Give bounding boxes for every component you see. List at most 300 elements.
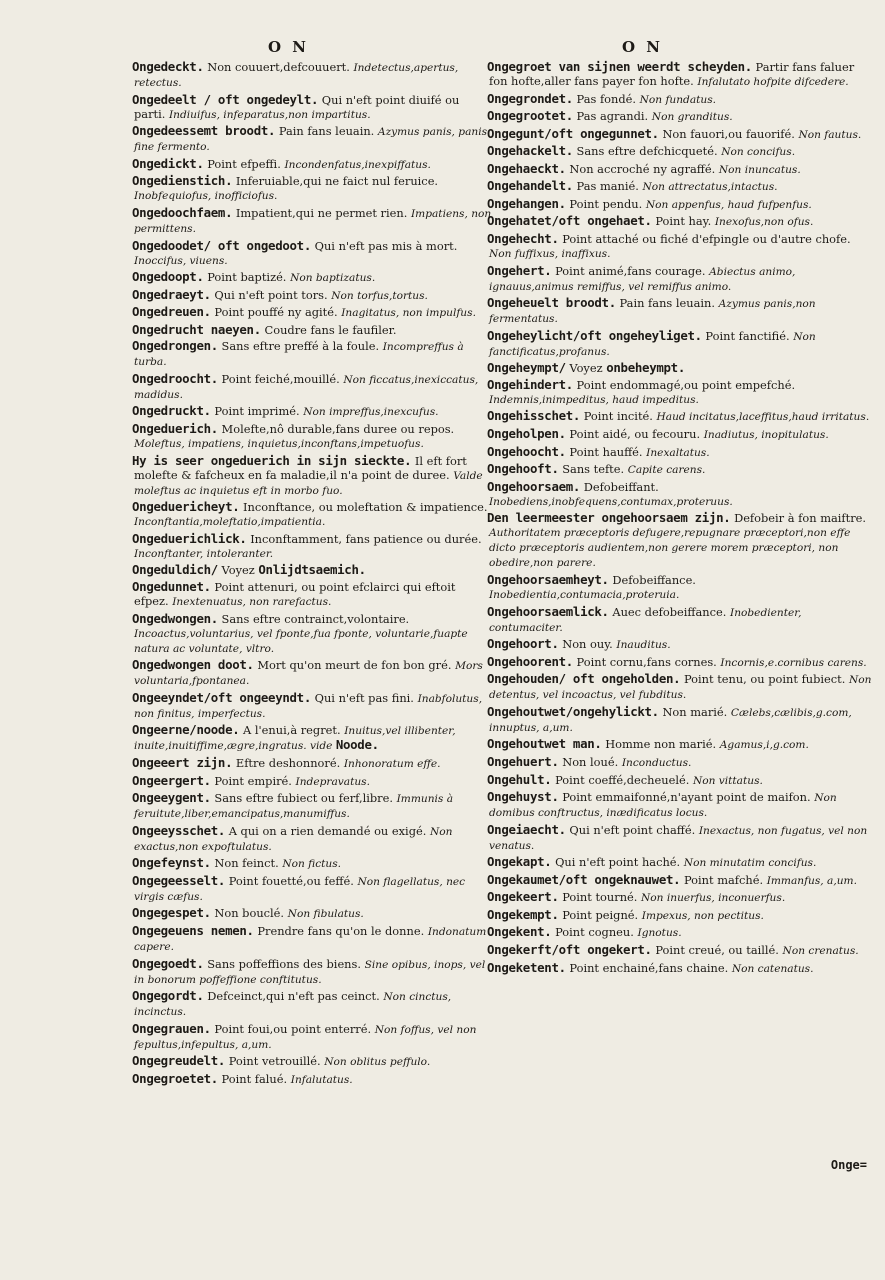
dictionary-entry <box>132 372 492 402</box>
entry-headword: Ongehoutwet/ongehylickt. <box>487 703 659 719</box>
entry-latin-gloss: Inobediens,inobfequens,contumax,proteruus. <box>489 495 733 508</box>
entry-french-gloss: Impatient,qui ne permet rien. <box>235 205 408 220</box>
dictionary-entry <box>487 737 872 752</box>
entry-french-gloss: Voyez <box>569 361 603 376</box>
entry-headword: Ongegrauen. <box>132 1020 211 1036</box>
entry-latin-gloss: Non foffus, vel non fepultus,infepultus, a,um. <box>134 1023 477 1051</box>
dictionary-entry <box>132 305 492 320</box>
entry-latin-gloss: Non concifus. <box>721 146 796 159</box>
dictionary-entry <box>132 404 492 419</box>
entry-headword: Ongehuyst. <box>487 789 559 805</box>
dictionary-entry <box>132 532 492 561</box>
dictionary-entry <box>132 957 492 987</box>
entry-headword: Ongehaeckt. <box>487 160 566 176</box>
dictionary-entry <box>132 723 492 753</box>
entry-french-gloss: Pas fondé. <box>576 91 637 106</box>
dictionary-entry <box>132 774 492 789</box>
entry-latin-gloss: Moleftus, impatiens, inquietus,inconftans,impetuofus. <box>134 438 424 451</box>
entry-cross-reference: onbeheympt. <box>606 360 685 376</box>
entry-latin-gloss: Non ficcatus,inexiccatus, madidus. <box>134 373 479 401</box>
entry-latin-gloss: Inuitus,vel illibenter, inuite,inuitiffime,ægre,ingratus. vide <box>134 725 456 753</box>
entry-headword: Ongekaumet/oft ongeknauwet. <box>487 871 681 887</box>
dictionary-entry <box>487 296 872 326</box>
entry-latin-gloss: Haud incitatus,laceffitus,haud irritatus. <box>656 411 870 424</box>
entry-french-gloss: Pas agrandi. <box>576 109 649 124</box>
entry-latin-gloss: Non fictus. <box>282 858 342 871</box>
dictionary-entry <box>487 637 872 652</box>
entry-headword: Ongehert. <box>487 262 552 278</box>
entry-headword: Ongehatet/oft ongehaet. <box>487 213 652 229</box>
entry-latin-gloss: Non crenatus. <box>782 944 859 957</box>
entry-headword: Ongedraeyt. <box>132 286 211 302</box>
entry-latin-gloss: Non inuerfus, inconuerfus. <box>641 892 786 905</box>
entry-french-gloss: Defceinct,qui n'eft pas ceinct. <box>207 989 380 1004</box>
dictionary-entry <box>487 961 872 976</box>
entry-cross-reference: Onlijdtsaemich. <box>258 562 366 578</box>
entry-latin-gloss: Indonatum capere. <box>134 925 487 954</box>
dictionary-entry <box>132 500 492 529</box>
entry-french-gloss: Point hay. <box>655 214 712 229</box>
entry-latin-gloss: Valde moleftus ac inquietus eft in morbo fuo. <box>134 469 483 497</box>
dictionary-entry <box>487 511 872 570</box>
dictionary-entry <box>487 462 872 477</box>
entry-headword: Ongeheylicht/oft ongeheyliget. <box>487 327 702 343</box>
dictionary-entry <box>132 824 492 854</box>
entry-french-gloss: Non ouy. <box>562 637 613 652</box>
dictionary-entry <box>487 705 872 735</box>
entry-french-gloss: Non bouclé. <box>214 906 285 921</box>
entry-headword: Ongekerft/oft ongekert. <box>487 941 652 957</box>
entry-french-gloss: Sans poffeffions des biens. <box>207 956 361 971</box>
dictionary-entry <box>132 454 492 498</box>
dictionary-entry <box>132 93 492 122</box>
entry-french-gloss: Point tenu, ou point fubiect. <box>683 672 846 687</box>
dictionary-entry <box>132 791 492 821</box>
entry-latin-gloss: Non baptizatus. <box>290 272 376 285</box>
entry-latin-gloss: Non impreffus,inexcufus. <box>303 406 439 419</box>
dictionary-entry <box>487 197 872 212</box>
entry-latin-gloss: Inextenuatus, non rarefactus. <box>172 596 332 609</box>
entry-latin-gloss: Incoactus,voluntarius, vel fponte,fua fponte, voluntarie,fuapte natura ac voluntate, vltro. <box>134 627 468 655</box>
entry-french-gloss: Point vetrouillé. <box>228 1054 321 1069</box>
entry-headword: Ongeeyndet/oft ongeeyndt. <box>132 689 311 705</box>
dictionary-entry <box>132 124 492 154</box>
entry-latin-gloss: Inobedientia,contumacia,proteruia. <box>489 589 680 601</box>
entry-french-gloss: Point falué. <box>221 1071 288 1086</box>
entry-headword: Ongegunt/oft ongegunnet. <box>487 125 659 141</box>
entry-headword: Ongeheympt/ <box>487 360 566 376</box>
entry-headword: Ongegeuens nemen. <box>132 922 254 938</box>
dictionary-entry <box>132 1072 492 1087</box>
entry-latin-gloss: Non fibulatus. <box>287 908 364 921</box>
entry-headword: Ongegreudelt. <box>132 1053 226 1069</box>
entry-french-gloss: Point coeffé,decheuelé. <box>555 772 690 787</box>
dictionary-entry <box>487 60 872 89</box>
dictionary-entry <box>487 480 872 509</box>
entry-headword: Ongedrucht naeyen. <box>132 321 261 337</box>
entry-latin-gloss: Inconftantia,moleftatio,impatientia. <box>134 516 326 529</box>
dictionary-entry <box>487 890 872 905</box>
entry-headword: Ongehoorsaemlick. <box>487 603 609 619</box>
dictionary-entry <box>132 924 492 954</box>
entry-french-gloss: Point baptizé. <box>207 270 287 285</box>
entry-headword: Ongegroet van sijnen weerdt scheyden. <box>487 59 752 74</box>
entry-latin-gloss: Non inuncatus. <box>718 163 801 176</box>
entry-latin-gloss: Non vittatus. <box>692 774 763 787</box>
entry-french-gloss: Point animé,fans courage. <box>555 263 706 278</box>
entry-latin-gloss: Agamus,i,g.com. <box>719 739 809 752</box>
entry-french-gloss: Non loué. <box>562 754 619 769</box>
entry-headword: Ongehoorsaem. <box>487 478 581 494</box>
entry-french-gloss: Non feinct. <box>214 856 279 871</box>
entry-french-gloss: Sans eftre contrainct,volontaire. <box>221 611 410 626</box>
entry-french-gloss: Non couuert,defcouuert. <box>207 60 350 74</box>
entry-headword: Ongeduldich/ <box>132 562 218 578</box>
entry-french-gloss: Voyez <box>221 563 255 578</box>
entry-headword: Ongeiaecht. <box>487 821 566 837</box>
entry-headword: Ongedoodet/ oft ongedoot. <box>132 237 311 253</box>
entry-french-gloss: Inconftance, ou moleftation & impatience. <box>243 500 488 515</box>
entry-latin-gloss: Inexactus, non fugatus, vel non venatus. <box>489 824 868 852</box>
left-column <box>132 60 492 1089</box>
entry-headword: Ongehoocht. <box>487 443 566 459</box>
entry-french-gloss: A qui on a rien demandé ou exigé. <box>228 823 427 838</box>
dictionary-entry <box>132 989 492 1019</box>
entry-french-gloss: Point mafché. <box>683 872 764 887</box>
dictionary-entry <box>487 232 872 261</box>
entry-headword: Ongeeysschet. <box>132 822 226 838</box>
dictionary-entry <box>132 856 492 871</box>
entry-french-gloss: Point hauffé. <box>569 444 643 459</box>
entry-french-gloss: Point creué, ou taillé. <box>655 942 779 957</box>
entry-french-gloss: Point tourné. <box>562 890 638 905</box>
entry-french-gloss: Pain fans leuain. <box>619 296 715 311</box>
entry-latin-gloss: Infalutatus. <box>290 1073 353 1086</box>
entry-latin-gloss: Non fuffixus, inaffixus. <box>489 248 611 261</box>
entry-headword: Ongeduerichlick. <box>132 530 247 546</box>
entry-headword: Ongeduericheyt. <box>132 499 240 515</box>
entry-french-gloss: Sans eftre fubiect ou ferf,libre. <box>214 791 393 806</box>
dictionary-entry <box>132 580 492 609</box>
entry-french-gloss: Point fanctifié. <box>705 328 790 343</box>
dictionary-entry <box>132 1054 492 1069</box>
entry-latin-gloss: Azymus panis,non fermentatus. <box>489 298 816 326</box>
entry-french-gloss: Point emmaifonné,n'ayant point de maifon. <box>562 790 811 805</box>
entry-headword: Hy is seer ongeduerich in sijn sieckte. <box>132 452 412 468</box>
dictionary-entry <box>132 756 492 771</box>
entry-french-gloss: Sans tefte. <box>562 462 625 477</box>
entry-french-gloss: Qui n'eft point tors. <box>214 287 328 302</box>
dictionary-entry <box>487 790 872 820</box>
entry-latin-gloss: Non exactus,non expoftulatus. <box>134 825 453 853</box>
entry-french-gloss: Prendre fans qu'on le donne. <box>257 923 425 938</box>
entry-headword: Den leermeester ongehoorsaem zijn. <box>487 510 731 526</box>
entry-headword: Ongegrondet. <box>487 90 573 106</box>
entry-latin-gloss: Inoccifus, viuens. <box>134 254 228 267</box>
entry-french-gloss: Coudre fans le faufiler. <box>264 322 397 337</box>
entry-french-gloss: Point aidé, ou fecouru. <box>569 427 701 442</box>
entry-headword: Ongedreuen. <box>132 304 211 320</box>
dictionary-entry <box>487 925 872 940</box>
dictionary-entry <box>487 162 872 177</box>
entry-french-gloss: Mort qu'on meurt de fon bon gré. <box>257 658 452 673</box>
dictionary-entry <box>487 92 872 107</box>
entry-latin-gloss: Inexaltatus. <box>646 446 710 459</box>
entry-headword: Ongeheuelt broodt. <box>487 295 616 311</box>
entry-latin-gloss: Sine opibus, inops, vel in bonorum poffeffione conftitutus. <box>134 958 486 986</box>
entry-french-gloss: Pain fans leuain. <box>278 124 375 139</box>
entry-latin-gloss: Infalutato hofpite difcedere. <box>697 76 849 89</box>
entry-french-gloss: Qui n'eft point diuifé ou parti. <box>134 92 460 121</box>
entry-headword: Ongedrongen. <box>132 338 218 354</box>
dictionary-entry <box>132 874 492 904</box>
entry-latin-gloss: Inobedienter, contumaciter. <box>489 606 802 634</box>
dictionary-entry <box>487 361 872 375</box>
entry-latin-gloss: Indetectus,apertus, retectus. <box>134 62 459 90</box>
entry-latin-gloss: Ignotus. <box>637 927 682 940</box>
entry-french-gloss: Sans eftre preffé à la foule. <box>221 339 380 354</box>
entry-french-gloss: Point peigné. <box>562 907 639 922</box>
entry-french-gloss: Point empiré. <box>214 773 292 788</box>
entry-latin-gloss: Inobfequiofus, inofficiofus. <box>134 190 278 203</box>
entry-headword: Ongedickt. <box>132 155 204 171</box>
entry-french-gloss: Qui n'eft point haché. <box>555 855 681 870</box>
dictionary-entry <box>132 691 492 721</box>
dictionary-entry <box>487 264 872 294</box>
entry-french-gloss: Qui n'eft point chaffé. <box>569 822 696 837</box>
dictionary-entry <box>487 823 872 853</box>
entry-french-gloss: Defobeiffance. <box>612 572 696 587</box>
entry-latin-gloss: Indemnis,inimpeditus, haud impeditus. <box>489 393 699 406</box>
dictionary-entry <box>132 422 492 451</box>
entry-french-gloss: Molefte,nô durable,fans duree ou repos. <box>221 422 455 437</box>
entry-french-gloss: Point feiché,mouillé. <box>221 371 340 386</box>
entry-headword: Ongedroocht. <box>132 370 218 386</box>
entry-headword: Ongehindert. <box>487 376 573 392</box>
entry-headword: Ongekent. <box>487 924 552 940</box>
entry-headword: Ongehult. <box>487 771 552 787</box>
dictionary-entry <box>487 908 872 923</box>
entry-french-gloss: Point pendu. <box>569 196 643 211</box>
dictionary-entry <box>132 323 492 337</box>
dictionary-entry <box>487 378 872 407</box>
entry-latin-gloss: Impatiens, non permittens. <box>134 207 492 235</box>
entry-french-gloss: Point foui,ou point enterré. <box>214 1021 372 1036</box>
entry-french-gloss: Point pouffé ny agité. <box>214 305 338 320</box>
dictionary-entry <box>487 329 872 359</box>
entry-headword: Ongegeesselt. <box>132 872 226 888</box>
entry-headword: Ongedunnet. <box>132 579 211 594</box>
entry-headword: Ongehuert. <box>487 753 559 769</box>
entry-latin-gloss: Inagitatus, non impulfus. <box>341 307 476 320</box>
entry-headword: Ongehackelt. <box>487 143 573 159</box>
dictionary-entry <box>487 773 872 788</box>
entry-headword: Ongedeckt. <box>132 59 204 74</box>
dictionary-entry <box>487 855 872 870</box>
entry-headword: Ongeholpen. <box>487 426 566 442</box>
entry-latin-gloss: Inconductus. <box>621 756 692 769</box>
entry-latin-gloss: Inabfolutus, non finitus, imperfectus. <box>134 692 483 720</box>
dictionary-entry <box>487 605 872 635</box>
entry-latin-gloss: Authoritatem præceptoris defugere,repugnare præceptori,non effe dicto præceptoris audientem,non gerere morem præceptori, non obedire,non parere. <box>489 527 851 570</box>
entry-headword: Ongeerne/noode. <box>132 722 240 738</box>
catchword: Onge= <box>830 1158 867 1172</box>
entry-headword: Ongeketent. <box>487 959 566 975</box>
entry-french-gloss: Auec defobeiffance. <box>612 604 727 619</box>
entry-french-gloss: Partir fans faluer fon hofte,aller fans payer fon hofte. <box>489 60 855 89</box>
entry-headword: Ongegoedt. <box>132 955 204 971</box>
entry-headword: Ongedruckt. <box>132 403 211 419</box>
entry-headword: Ongedeessemt broodt. <box>132 123 276 139</box>
entry-latin-gloss: Non appenfus, haud fufpenfus. <box>645 198 812 211</box>
entry-latin-gloss: Inhonoratum effe. <box>343 758 441 771</box>
entry-french-gloss: Point cogneu. <box>555 925 634 940</box>
entry-french-gloss: Point imprimé. <box>214 404 300 419</box>
dictionary-entry <box>487 943 872 958</box>
dictionary-entry <box>132 288 492 303</box>
entry-latin-gloss: Azymus panis, panis fine fermento. <box>134 126 488 154</box>
entry-headword: Ongegrootet. <box>487 108 573 124</box>
dictionary-entry <box>487 127 872 142</box>
entry-headword: Ongedwongen. <box>132 610 218 626</box>
entry-headword: Ongegespet. <box>132 905 211 921</box>
entry-headword: Ongekempt. <box>487 906 559 922</box>
entry-headword: Ongedoopt. <box>132 269 204 285</box>
entry-french-gloss: Eftre deshonnoré. <box>235 756 341 771</box>
dictionary-entry <box>132 658 492 688</box>
dictionary-entry <box>132 612 492 656</box>
entry-headword: Ongekeert. <box>487 889 559 905</box>
entry-latin-gloss: Non attrectatus,intactus. <box>642 181 778 194</box>
dictionary-entry <box>132 270 492 285</box>
entry-latin-gloss: Non catenatus. <box>731 962 814 975</box>
dictionary-entry <box>487 144 872 159</box>
entry-headword: Ongedeelt / oft ongedeylt. <box>132 91 319 107</box>
dictionary-entry <box>132 563 492 577</box>
entry-latin-gloss: Non flagellatus, nec virgis cæfus. <box>134 875 466 903</box>
entry-french-gloss: Sans eftre defchicqueté. <box>576 144 718 159</box>
entry-french-gloss: Qui n'eft pas fini. <box>314 690 414 705</box>
dictionary-entry <box>487 672 872 702</box>
entry-headword: Ongehisschet. <box>487 408 581 424</box>
entry-headword: Ongehouden/ oft ongeholden. <box>487 671 681 687</box>
entry-latin-gloss: Incompreffus à turba. <box>134 341 464 369</box>
right-column <box>487 60 872 978</box>
entry-latin-gloss: Indiuifus, infeparatus,non impartitus. <box>169 108 371 121</box>
entry-headword: Ongeduerich. <box>132 421 218 437</box>
entry-headword: Ongeergert. <box>132 772 211 788</box>
entry-french-gloss: A l'enui,à regret. <box>243 723 341 738</box>
dictionary-entry <box>132 157 492 172</box>
entry-french-gloss: Non fauori,ou fauorifé. <box>662 126 795 141</box>
dictionary-entry <box>132 60 492 90</box>
entry-latin-gloss: Capite carens. <box>627 464 706 477</box>
entry-headword: Ongehoort. <box>487 636 559 652</box>
entry-latin-gloss: Non fanctificatus,profanus. <box>489 330 816 358</box>
dictionary-entry <box>132 239 492 268</box>
dictionary-entry <box>132 206 492 236</box>
dictionary-entry <box>487 427 872 442</box>
entry-french-gloss: Point attenuri, ou point efclairci qui eftoit efpez. <box>134 580 456 609</box>
entry-french-gloss: Homme non marié. <box>605 737 717 752</box>
dictionary-entry <box>487 179 872 194</box>
entry-french-gloss: Point attaché ou fiché d'efpingle ou d'autre chofe. <box>562 231 851 246</box>
entry-latin-gloss: Incornis,e.cornibus carens. <box>720 656 867 669</box>
entry-headword: Ongefeynst. <box>132 855 211 871</box>
dictionary-entry <box>487 755 872 770</box>
dictionary-entry <box>487 655 872 670</box>
entry-french-gloss: Defobeiffant. <box>583 479 659 494</box>
entry-french-gloss: Point incité. <box>583 409 653 424</box>
entry-french-gloss: Defobeir à fon maiftre. <box>734 511 867 526</box>
entry-latin-gloss: Non torfus,tortus. <box>331 289 428 302</box>
entry-french-gloss: Qui n'eft pas mis à mort. <box>314 238 458 253</box>
dictionary-entry <box>487 445 872 460</box>
entry-latin-gloss: Inauditus. <box>616 639 671 652</box>
entry-latin-gloss: Non granditus. <box>651 111 733 124</box>
entry-latin-gloss: Mors voluntaria,fpontanea. <box>134 660 483 688</box>
entry-french-gloss: Point enchainé,fans chaine. <box>569 960 729 975</box>
entry-latin-gloss: Non oblitus peffulo. <box>324 1056 431 1069</box>
entry-headword: Ongehoutwet man. <box>487 736 602 752</box>
entry-french-gloss: Il eft fort molefte & fafcheux en fa maladie,il n'a point de duree. <box>134 453 467 482</box>
entry-headword: Ongedwongen doot. <box>132 657 254 673</box>
dictionary-entry <box>132 1022 492 1052</box>
entry-headword: Ongedoochfaem. <box>132 204 233 220</box>
dictionary-entry <box>132 174 492 203</box>
entry-french-gloss: Non marié. <box>662 704 728 719</box>
entry-latin-gloss: Non fautus. <box>798 128 862 141</box>
dictionary-entry <box>487 409 872 424</box>
entry-french-gloss: Point endommagé,ou point empefché. <box>576 377 796 392</box>
entry-latin-gloss: Immunis à feruitute,liber,emancipatus,manumiffus. <box>134 793 454 821</box>
entry-cross-reference: Noode. <box>335 737 379 753</box>
entry-headword: Ongehooft. <box>487 461 559 477</box>
entry-headword: Ongeeert zijn. <box>132 755 233 771</box>
page-header-left: O N <box>268 38 309 56</box>
entry-latin-gloss: Non detentus, vel incoactus, vel fubditus. <box>489 674 872 702</box>
entry-latin-gloss: Cælebs,cælibis,g.com, innuptus, a,um. <box>489 706 852 734</box>
dictionary-entry <box>487 109 872 124</box>
entry-headword: Ongegordt. <box>132 988 204 1004</box>
entry-french-gloss: Inconftamment, fans patience ou durée. <box>250 531 482 546</box>
entry-latin-gloss: Non fundatus. <box>639 93 717 106</box>
entry-latin-gloss: Immanfus, a,um. <box>766 874 857 887</box>
entry-latin-gloss: Incondenfatus,inexpiffatus. <box>284 158 431 171</box>
dictionary-entry <box>132 339 492 369</box>
entry-latin-gloss: Inconftanter, intoleranter. <box>134 547 274 560</box>
entry-headword: Ongegroetet. <box>132 1070 218 1086</box>
entry-headword: Ongehandelt. <box>487 178 573 194</box>
page-header-right: O N <box>622 38 663 56</box>
entry-headword: Ongekapt. <box>487 854 552 870</box>
entry-headword: Ongehangen. <box>487 195 566 211</box>
entry-french-gloss: Point cornu,fans cornes. <box>576 654 717 669</box>
dictionary-entry <box>487 573 872 602</box>
dictionary-entry <box>132 906 492 921</box>
entry-french-gloss: Pas manié. <box>576 179 639 194</box>
entry-headword: Ongehoorent. <box>487 653 573 669</box>
dictionary-entry <box>487 873 872 888</box>
entry-latin-gloss: Inexofus,non ofus. <box>714 216 814 229</box>
entry-french-gloss: Point efpeffi. <box>207 156 281 171</box>
entry-french-gloss: Inferuiable,qui ne faict nul feruice. <box>235 174 439 189</box>
entry-latin-gloss: Non domibus conftructus, inædificatus locus. <box>489 792 837 820</box>
entry-latin-gloss: Inadiutus, inopitulatus. <box>703 429 829 442</box>
entry-headword: Ongedienstich. <box>132 173 233 189</box>
entry-headword: Ongeeygent. <box>132 790 211 806</box>
entry-headword: Ongehecht. <box>487 230 559 246</box>
